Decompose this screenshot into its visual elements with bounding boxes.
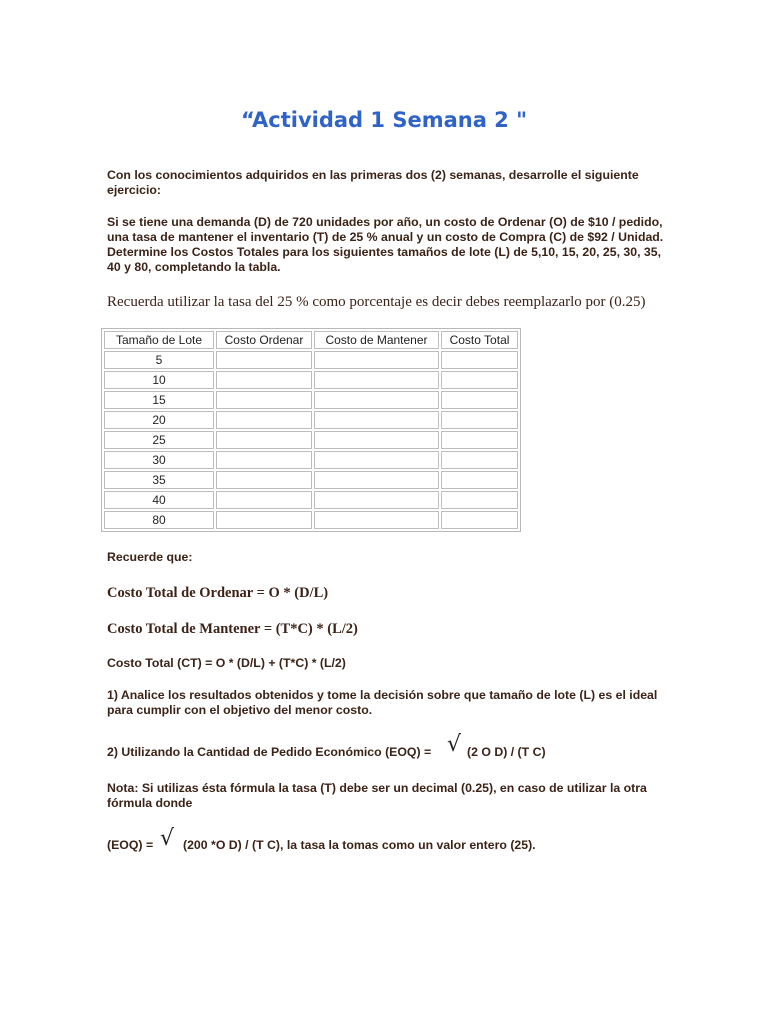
question-1: 1) Analice los resultados obtenidos y tome la decisión sobre que tamaño de lote (L) es el ideal para cumplir con el objetivo del menor costo. [107,688,658,717]
order-cost-cell[interactable] [216,391,312,409]
header-order-cost: Costo Ordenar [216,331,312,349]
intro-paragraph: Con los conocimientos adquiridos en las primeras dos (2) semanas, desarrolle el siguiente ejercicio: [107,168,639,197]
holding-cost-cell[interactable] [314,471,439,489]
total-cost-cell[interactable] [441,511,518,529]
formula-order-cost: Costo Total de Ordenar = O * (D/L) [107,585,329,601]
order-cost-cell[interactable] [216,511,312,529]
problem-paragraph: Si se tiene una demanda (D) de 720 unidades por año, un costo de Ordenar (O) de $10 / pedido, una tasa de mantener el inventario (T) de 25 % anual y un costo de Compra (C) de $92 / Unidad. Determine los Costos Totales para los siguientes tamaños de lote (L) de 5,10, 15, 20, 25, 30, 35, 40 y 80, completando la tabla. [107,215,664,274]
table-row [104,491,518,509]
table-row [104,411,518,429]
table-row [104,451,518,469]
holding-cost-cell[interactable] [314,411,439,429]
lot-size-cell: 40 [104,491,214,509]
header-holding-cost: Costo de Mantener [314,331,439,349]
eoq-prefix: (EOQ) = [107,838,154,852]
order-cost-cell[interactable] [216,471,312,489]
total-cost-cell[interactable] [441,371,518,389]
lot-size-cell: 30 [104,451,214,469]
total-cost-cell[interactable] [441,451,518,469]
recuerde-heading: Recuerde que: [107,550,193,564]
formula-total-cost: Costo Total (CT) = O * (D/L) + (T*C) * (L/2) [107,656,346,670]
holding-cost-cell[interactable] [314,431,439,449]
table-header-row [104,331,518,349]
eoq-formula-text: (200 *O D) / (T C), la tasa la tomas como un valor entero (25). [183,838,536,852]
holding-cost-cell[interactable] [314,451,439,469]
order-cost-cell[interactable] [216,351,312,369]
lot-size-cell: 5 [104,351,214,369]
formula-holding-cost: Costo Total de Mantener = (T*C) * (L/2) [107,621,358,637]
table-row [104,431,518,449]
total-cost-cell[interactable] [441,411,518,429]
question-2-formula: (2 O D) / (T C) [467,745,546,759]
order-cost-cell[interactable] [216,491,312,509]
table-row [104,471,518,489]
cost-table [101,328,521,532]
lot-size-cell: 35 [104,471,214,489]
holding-cost-cell[interactable] [314,391,439,409]
lot-size-cell: 25 [104,431,214,449]
lot-size-cell: 20 [104,411,214,429]
order-cost-cell[interactable] [216,451,312,469]
holding-cost-cell[interactable] [314,511,439,529]
total-cost-cell[interactable] [441,431,518,449]
table-row [104,391,518,409]
holding-cost-cell[interactable] [314,371,439,389]
lot-size-cell: 15 [104,391,214,409]
rate-reminder: Recuerda utilizar la tasa del 25 % como porcentaje es decir debes reemplazarlo por (0.25) [107,294,646,310]
total-cost-cell[interactable] [441,391,518,409]
sqrt-icon: √ [160,826,175,851]
lot-size-cell: 10 [104,371,214,389]
header-lot-size: Tamaño de Lote [104,331,214,349]
table-row [104,371,518,389]
total-cost-cell[interactable] [441,351,518,369]
total-cost-cell[interactable] [441,491,518,509]
question-2-prefix: 2) Utilizando la Cantidad de Pedido Económico (EOQ) = [107,745,432,759]
holding-cost-cell[interactable] [314,491,439,509]
order-cost-cell[interactable] [216,411,312,429]
holding-cost-cell[interactable] [314,351,439,369]
lot-size-cell: 80 [104,511,214,529]
table-row [104,351,518,369]
sqrt-icon: √ [447,732,462,757]
order-cost-cell[interactable] [216,431,312,449]
note-paragraph: Nota: Si utilizas ésta fórmula la tasa (T) debe ser un decimal (0.25), en caso de utilizar la otra fórmula donde [107,781,647,810]
document-title: “Actividad 1 Semana 2 " [240,108,528,132]
question-2 [107,745,431,759]
header-total-cost: Costo Total [441,331,518,349]
table-row [104,511,518,529]
total-cost-cell[interactable] [441,471,518,489]
order-cost-cell[interactable] [216,371,312,389]
